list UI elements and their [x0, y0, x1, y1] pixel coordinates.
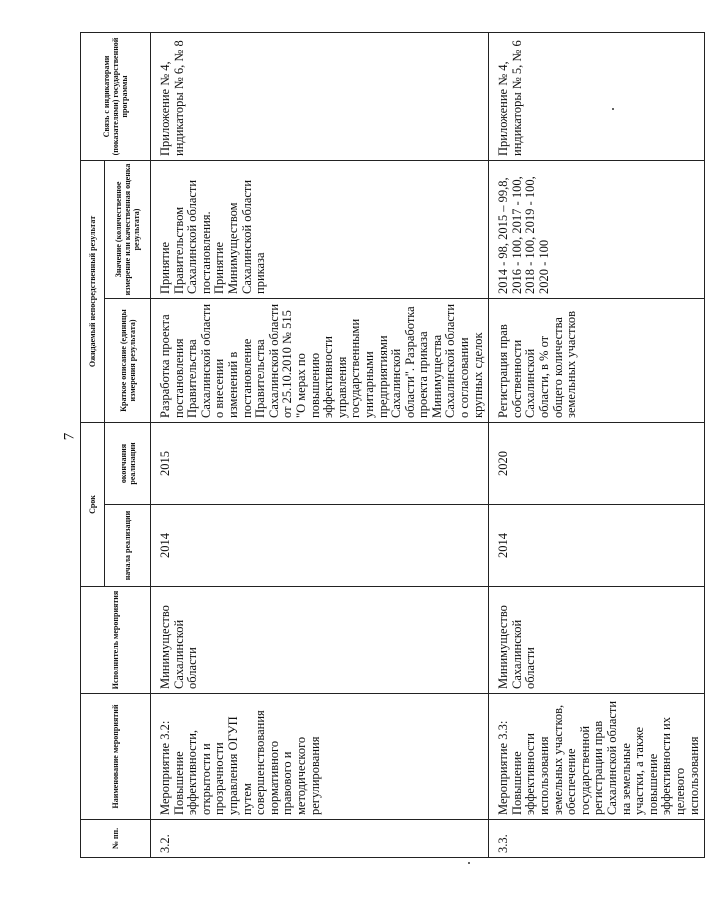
header-num: № пп. — [81, 820, 151, 858]
table-row — [151, 33, 489, 858]
header-term-end: окончания реализации — [105, 423, 151, 505]
row-start: 2014 — [489, 505, 705, 587]
row-end: 2020 — [489, 423, 705, 505]
header-term-start: начала реализации — [105, 505, 151, 587]
row-desc: Разработка проекта постановления Правительства Сахалинской области о внесении изменений в постановление Правительства Сахалинской области от 25.10.2010 № 515 "О мерах по повышению эффективности управления государственными унитарными предприятиями Сахалинской области". Разработка проекта приказа Минимущества Сахалинской области о согласовании крупных сделок — [151, 299, 489, 423]
row-link: Приложение № 4, индикаторы № 5, № 6 — [489, 33, 705, 161]
measures-table — [80, 32, 705, 858]
header-row-1 — [81, 33, 105, 858]
scan-speck — [468, 862, 470, 864]
header-result-value: Значение (количественное измерение или качественная оценка результата) — [105, 161, 151, 299]
row-desc: Регистрация прав собственности Сахалинской области, в % от общего количества земельных участков — [489, 299, 705, 423]
row-num: 3.2. — [151, 820, 489, 858]
row-link: Приложение № 4, индикаторы № 6, № 8 — [151, 33, 489, 161]
row-value: Принятие Правительством Сахалинской области постановления. Принятие Минимуществом Сахалинской области приказа — [151, 161, 489, 299]
table-row — [489, 33, 705, 858]
header-link: Связь с индикаторами (показателями) государственной программы — [81, 33, 151, 161]
row-end: 2015 — [151, 423, 489, 505]
header-result-desc: Краткое описание (единицы измерения результата) — [105, 299, 151, 423]
row-executor: Минимущество Сахалинской области — [151, 587, 489, 694]
page-number: 7 — [61, 432, 78, 441]
row-name: Мероприятие 3.3: Повышение эффективности использования земельных участков, обеспечение государственной регистрации прав Сахалинской области на земельные участки, а также повышение эффективности их целевого использования — [489, 694, 705, 820]
row-name: Мероприятие 3.2: Повышение эффективности, открытости и прозрачности управления ОГУП путем совершенствования нормативного правового и методического регулирования — [151, 694, 489, 820]
row-start: 2014 — [151, 505, 489, 587]
rotated-table-wrapper — [80, 33, 701, 858]
header-term: Срок — [81, 423, 105, 587]
row-executor: Минимущество Сахалинской области — [489, 587, 705, 694]
row-num: 3.3. — [489, 820, 705, 858]
header-executor: Исполнитель мероприятия — [81, 587, 151, 694]
header-name: Наименование мероприятий — [81, 694, 151, 820]
row-value: 2014 - 98, 2015 – 99,8, 2016 - 100, 2017 - 100, 2018 - 100, 2019 - 100, 2020 - 100 — [489, 161, 705, 299]
header-result: Ожидаемый непосредственный результат — [81, 161, 105, 423]
